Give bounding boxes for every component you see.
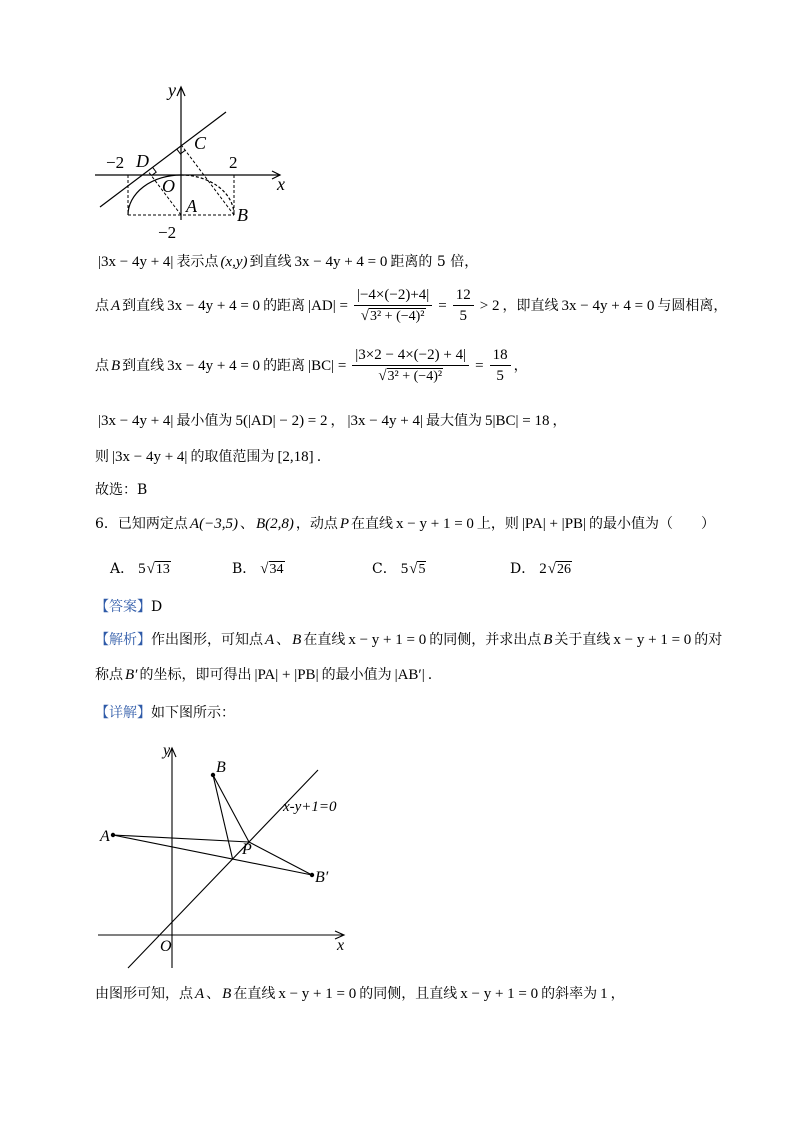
text: 的取值范围为 <box>190 449 275 465</box>
point-label-b-prime: B′ <box>315 869 329 886</box>
math-point: P <box>339 516 350 532</box>
text: ，即直线 <box>502 298 559 314</box>
radicand: 13 <box>155 562 170 577</box>
answer-tag: 【答案】 <box>95 599 151 615</box>
math-equation: 3x − 4y + 4 = 0 <box>167 298 261 314</box>
radical <box>548 560 572 578</box>
origin-label: O <box>162 176 175 196</box>
point-label-b: B <box>216 759 226 776</box>
option-coefficient: 5 <box>400 561 409 577</box>
result-fraction <box>453 287 474 326</box>
text: 则 <box>95 449 109 465</box>
math-point: A <box>265 632 275 648</box>
math-point: B <box>292 632 302 648</box>
x-axis-label: x <box>277 174 285 194</box>
text: 最大值为 <box>425 413 482 429</box>
point-b-dot <box>211 773 215 777</box>
segment-bp <box>213 775 249 842</box>
math-expression: |AD| = <box>308 298 348 314</box>
tick-label-x-pos2: 2 <box>229 153 238 172</box>
text: 点 <box>95 358 109 374</box>
math-equation: 3x − 4y + 4 = 0 <box>167 358 261 374</box>
text: 的最小值为（ ） <box>589 516 716 532</box>
text: ， <box>513 358 528 374</box>
option-b <box>232 549 285 589</box>
text: ， <box>552 413 567 429</box>
fraction-denominator <box>361 306 426 325</box>
text: 、 <box>276 632 291 648</box>
text: ， <box>330 413 345 429</box>
detail-line <box>95 693 235 733</box>
math-point: B <box>543 632 553 648</box>
math-point: A(−3,5) <box>189 516 238 532</box>
math-point: A <box>111 298 121 314</box>
math-expression: |3x − 4y + 4| <box>347 413 423 429</box>
text: 由图形可知，点 <box>95 986 193 1002</box>
text: 的斜率为 <box>541 986 598 1002</box>
segment-b-to-intersection <box>213 775 233 859</box>
option-c <box>372 549 426 589</box>
text: . <box>316 449 322 465</box>
math-range: [2,18] <box>277 449 314 465</box>
option-label: A． <box>110 561 135 577</box>
point-label-a: A <box>100 828 110 845</box>
distance-fraction <box>354 287 432 325</box>
radicand: 3² + (−4)² <box>369 309 425 324</box>
solution-line-2 <box>95 286 727 326</box>
text: 的同侧，并求出点 <box>429 632 542 648</box>
point-label-a: A <box>186 196 197 216</box>
option-coefficient: 5 <box>138 561 146 577</box>
math-point: B <box>222 986 232 1002</box>
sqrt-sign: √ <box>547 561 556 577</box>
slope-value: 1 <box>600 986 608 1002</box>
point-label-b: B <box>237 205 248 225</box>
text: 的坐标，即可得出 <box>139 667 252 683</box>
math-expression: > 2 <box>479 298 500 314</box>
option-label: C． <box>372 561 397 577</box>
text: 的对 <box>694 632 723 648</box>
result-fraction <box>490 347 511 386</box>
radicand: 5 <box>418 562 426 577</box>
tick-label-y-neg2: −2 <box>158 223 177 242</box>
segment-ab-prime <box>113 835 312 875</box>
text: . <box>427 667 433 683</box>
text: 距离的 5 倍， <box>390 254 479 270</box>
math-expression: |3x − 4y + 4| <box>112 449 188 465</box>
math-point: B(2,8) <box>255 516 294 532</box>
text: 到直线 <box>122 298 165 314</box>
math-expression: |PA| + |PB| <box>254 667 319 683</box>
point-a-dot <box>111 833 115 837</box>
text: 最小值为 <box>176 413 233 429</box>
text: 与圆相离， <box>657 298 728 314</box>
solution-line-4 <box>95 401 566 441</box>
sqrt-sign: √ <box>260 561 269 577</box>
radical <box>409 560 426 578</box>
solution-line-3 <box>95 346 528 386</box>
fraction-numerator: |−4×(−2)+4| <box>354 287 432 306</box>
text: 的最小值为 <box>321 667 392 683</box>
solution-line-1 <box>95 242 478 282</box>
point-label-p: P <box>242 841 252 858</box>
option-label: B． <box>232 561 257 577</box>
conclusion-line <box>95 974 625 1014</box>
question-number: 6． <box>95 516 118 532</box>
answer-value: D <box>151 599 163 615</box>
option-d <box>510 549 572 589</box>
math-expression: |PA| + |PB| <box>521 516 587 532</box>
text: 的同侧，且直线 <box>359 986 458 1002</box>
math-equation: x − y + 1 = 0 <box>278 986 357 1002</box>
text: 称点 <box>95 667 123 683</box>
fraction-denominator: 5 <box>459 307 468 324</box>
math-equation: x − y + 1 = 0 <box>396 516 474 532</box>
math-equation: 3x − 4y + 4 = 0 <box>561 298 655 314</box>
x-axis-label: x <box>337 937 345 954</box>
y-axis-label: y <box>163 742 171 759</box>
math-point: B′ <box>125 667 138 683</box>
figure-reflection <box>90 740 355 975</box>
segment-pb-prime <box>249 842 312 875</box>
point-b-prime-dot <box>310 873 314 877</box>
radicand: 34 <box>269 562 284 577</box>
text: 表示点 <box>176 254 219 270</box>
origin-label: O <box>160 938 172 955</box>
fraction-numerator: 18 <box>490 347 511 366</box>
text: 如下图所示： <box>151 705 235 721</box>
analysis-tag: 【解析】 <box>95 632 151 648</box>
detail-tag: 【详解】 <box>95 705 151 721</box>
radicand: 26 <box>556 562 571 577</box>
equals-sign: = <box>475 358 484 374</box>
distance-fraction <box>352 347 469 385</box>
math-point: B <box>111 358 121 374</box>
text: 、 <box>239 516 254 532</box>
math-expression: 5|BC| = 18 <box>484 413 550 429</box>
text: 的距离 <box>263 358 306 374</box>
radicand: 3² + (−4)² <box>387 369 443 384</box>
text: 在直线 <box>303 632 346 648</box>
figure-circle-and-line <box>90 78 295 243</box>
radical <box>260 560 284 578</box>
equals-sign: = <box>438 298 447 314</box>
text: 在直线 <box>351 516 394 532</box>
sqrt-sign: √ <box>146 561 155 577</box>
sqrt-sign: √ <box>409 561 418 577</box>
fraction-numerator: 12 <box>453 287 474 306</box>
text: 关于直线 <box>554 632 611 648</box>
math-equation: 3x − 4y + 4 = 0 <box>294 254 388 270</box>
radical <box>147 560 171 578</box>
fraction-denominator <box>378 366 443 385</box>
text: 已知两定点 <box>117 516 188 532</box>
text: 到直线 <box>122 358 165 374</box>
fraction-denominator: 5 <box>496 367 504 384</box>
question-6 <box>95 504 715 544</box>
point-label-c: C <box>194 133 207 153</box>
option-coefficient: 2 <box>539 561 547 577</box>
point-label-d: D <box>136 151 149 171</box>
option-label: D． <box>510 561 536 577</box>
math-expression: 5(|AD| − 2) = 2 <box>235 413 328 429</box>
text: 上，则 <box>476 516 519 532</box>
text: ， <box>610 986 625 1002</box>
line-equation-label: x-y+1=0 <box>283 799 337 815</box>
text: 故选：B <box>95 482 148 498</box>
sqrt-sign: √ <box>378 368 387 384</box>
text: ，动点 <box>295 516 338 532</box>
text: 作出图形，可知点 <box>151 632 263 648</box>
text: 点 <box>95 298 109 314</box>
math-point: A <box>195 986 205 1002</box>
text: 的距离 <box>263 298 306 314</box>
math-expression: |BC| = <box>308 358 347 374</box>
analysis-line-2 <box>95 655 432 695</box>
option-a <box>110 549 171 589</box>
math-equation: x − y + 1 = 0 <box>348 632 427 648</box>
sqrt-sign: √ <box>360 308 369 324</box>
y-axis-label: y <box>168 80 176 100</box>
math-expression: |3x − 4y + 4| <box>98 254 174 270</box>
text: 到直线 <box>249 254 292 270</box>
math-equation: x − y + 1 = 0 <box>613 632 692 648</box>
math-equation: x − y + 1 = 0 <box>460 986 539 1002</box>
tick-label-x-neg2: −2 <box>106 153 125 172</box>
text: 、 <box>206 986 221 1002</box>
math-expression: |3x − 4y + 4| <box>98 413 174 429</box>
fraction-numerator: |3×2 − 4×(−2) + 4| <box>352 347 469 366</box>
analysis-line-1 <box>95 620 722 660</box>
math-point: (x,y) <box>220 254 248 270</box>
text: 在直线 <box>233 986 276 1002</box>
math-expression: |AB′| <box>394 667 425 683</box>
